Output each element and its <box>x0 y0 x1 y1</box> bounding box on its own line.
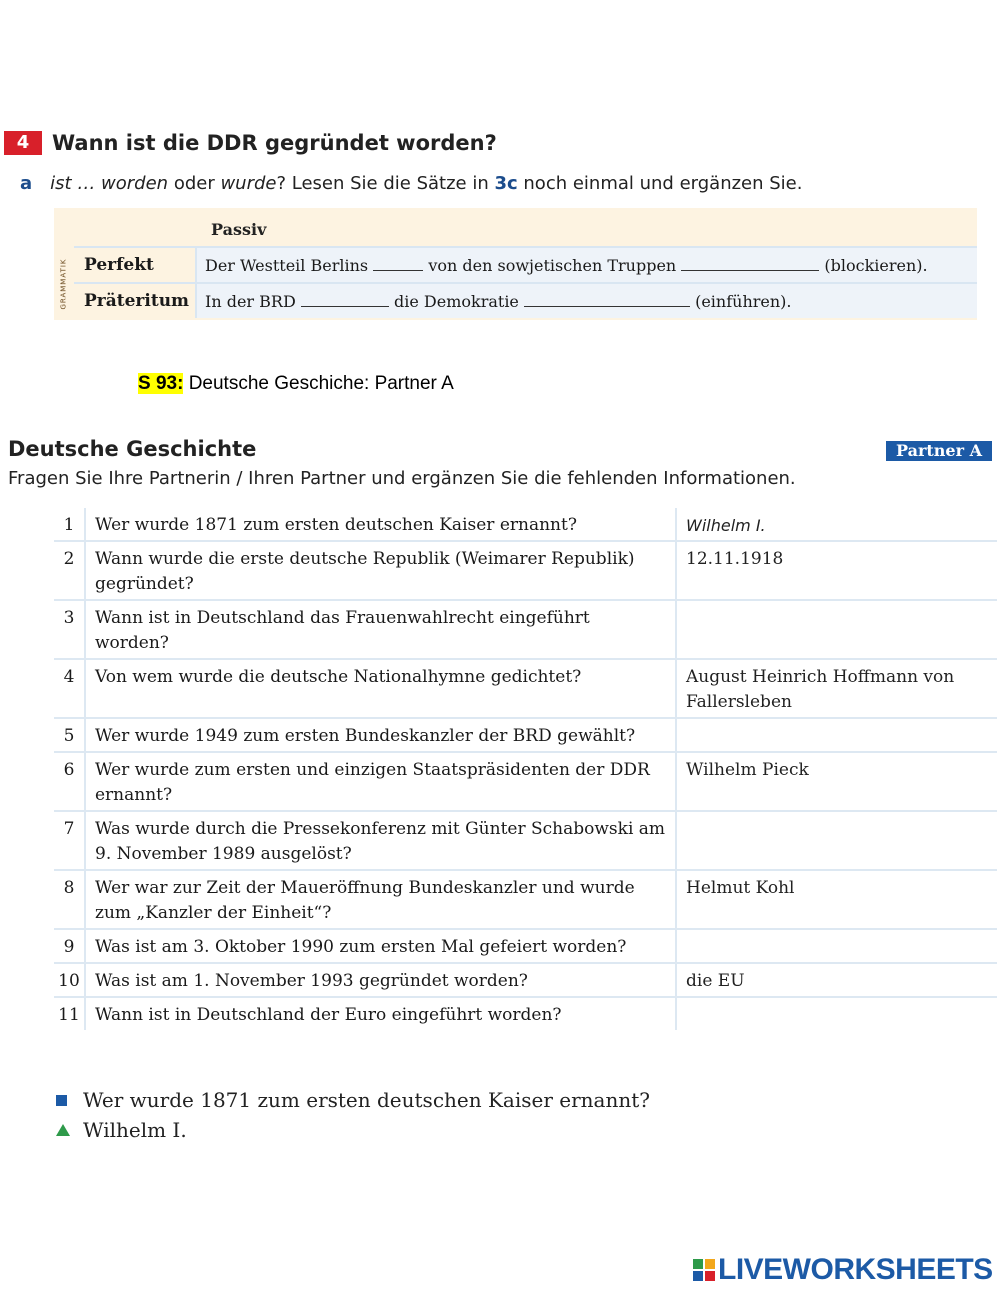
logo-mark-icon <box>693 1259 715 1281</box>
instruction-italic-2: wurde <box>220 173 277 194</box>
square-bullet-icon <box>56 1095 67 1106</box>
section-instruction: Fragen Sie Ihre Partnerin / Ihren Partner und ergänzen Sie die fehlenden Informationen. <box>8 468 796 489</box>
exercise-number-badge: 4 <box>4 131 42 155</box>
answer-input-cell[interactable] <box>676 600 997 659</box>
answer-input-cell[interactable] <box>676 811 997 870</box>
answer-cell: Helmut Kohl <box>676 870 997 929</box>
table-row <box>54 870 997 929</box>
row-number: 1 <box>54 508 85 541</box>
row-number: 3 <box>54 600 85 659</box>
logo-text: LIVEWORKSHEETS <box>718 1253 993 1286</box>
grammar-row-sentence <box>205 292 792 311</box>
question-cell: Wer wurde 1949 zum ersten Bundeskanzler der BRD gewählt? <box>85 718 676 752</box>
exercise-instruction <box>20 173 802 194</box>
question-cell: Wann wurde die erste deutsche Republik (Weimarer Republik) gegründet? <box>85 541 676 600</box>
row-number: 7 <box>54 811 85 870</box>
exercise-part-letter: a <box>20 173 33 194</box>
grammar-row-praeteritum <box>74 282 977 318</box>
exercise-header <box>4 128 497 158</box>
table-row <box>54 659 997 718</box>
sentence-part: die Demokratie <box>393 292 519 311</box>
table-row <box>54 929 997 963</box>
table-row <box>54 508 997 541</box>
question-cell: Was wurde durch die Pressekonferenz mit Günter Schabowski am 9. November 1989 ausgelöst? <box>85 811 676 870</box>
question-table <box>54 508 997 1030</box>
sentence-part: von den sowjetischen Truppen <box>428 256 677 275</box>
table-row <box>54 963 997 997</box>
instruction-text-3: noch einmal und ergänzen Sie. <box>517 173 803 194</box>
instruction-reference: 3c <box>494 173 518 194</box>
row-number: 6 <box>54 752 85 811</box>
table-row <box>54 600 997 659</box>
page-reference <box>138 373 454 395</box>
answer-input-cell[interactable] <box>676 718 997 752</box>
grammar-header: Passiv <box>211 220 267 239</box>
row-number: 2 <box>54 541 85 600</box>
grammar-row-perfekt <box>74 246 977 282</box>
triangle-bullet-icon <box>56 1124 70 1136</box>
answer-cell: Wilhelm Pieck <box>676 752 997 811</box>
page-reference-highlight: S 93: <box>138 373 184 394</box>
table-row <box>54 811 997 870</box>
row-number: 10 <box>54 963 85 997</box>
sentence-part: (einführen). <box>695 292 792 311</box>
instruction-italic-1: ist … worden <box>50 173 169 194</box>
grammar-row-label: Perfekt <box>84 255 154 275</box>
sentence-part: In der BRD <box>205 292 296 311</box>
partner-badge: Partner A <box>886 441 992 461</box>
answer-input-cell[interactable] <box>676 997 997 1030</box>
sentence-part: Der Westteil Berlins <box>205 256 369 275</box>
grammar-box <box>54 208 977 320</box>
instruction-text-1: oder <box>168 173 221 194</box>
question-cell: Von wem wurde die deutsche Nationalhymne gedichtet? <box>85 659 676 718</box>
blank-field[interactable] <box>681 256 819 271</box>
answer-cell: Wilhelm I. <box>676 508 997 541</box>
page-reference-text: Deutsche Geschiche: Partner A <box>183 373 454 394</box>
example-answer-text: Wilhelm I. <box>83 1118 187 1142</box>
row-number: 5 <box>54 718 85 752</box>
blank-field[interactable] <box>301 292 389 307</box>
row-number: 11 <box>54 997 85 1030</box>
answer-cell: 12.11.1918 <box>676 541 997 600</box>
grammar-side-label <box>54 248 74 320</box>
answer-input-cell[interactable] <box>676 929 997 963</box>
sentence-part: (blockieren). <box>824 256 928 275</box>
row-number: 9 <box>54 929 85 963</box>
question-cell: Was ist am 3. Oktober 1990 zum ersten Mal gefeiert worden? <box>85 929 676 963</box>
row-number: 8 <box>54 870 85 929</box>
row-number: 4 <box>54 659 85 718</box>
section-title: Deutsche Geschichte <box>8 437 257 461</box>
question-cell: Wann ist in Deutschland das Frauenwahlrecht eingeführt worden? <box>85 600 676 659</box>
question-cell: Wer wurde 1871 zum ersten deutschen Kaiser ernannt? <box>85 508 676 541</box>
question-cell: Was ist am 1. November 1993 gegründet worden? <box>85 963 676 997</box>
table-row <box>54 997 997 1030</box>
example-answer <box>56 1118 187 1142</box>
blank-field[interactable] <box>524 292 690 307</box>
grammar-row-label: Präteritum <box>84 291 190 311</box>
example-question <box>56 1088 650 1112</box>
answer-cell: August Heinrich Hoffmann von Fallersleben <box>676 659 997 718</box>
instruction-text-2: ? Lesen Sie die Sätze in <box>276 173 495 194</box>
grammar-row-sentence <box>205 256 928 275</box>
table-row <box>54 752 997 811</box>
question-cell: Wer war zur Zeit der Maueröffnung Bundeskanzler und wurde zum „Kanzler der Einheit“? <box>85 870 676 929</box>
question-cell: Wann ist in Deutschland der Euro eingeführt worden? <box>85 997 676 1030</box>
table-row <box>54 718 997 752</box>
grammar-side-text: GRAMMATIK <box>60 258 68 310</box>
question-cell: Wer wurde zum ersten und einzigen Staatspräsidenten der DDR ernannt? <box>85 752 676 811</box>
table-row <box>54 541 997 600</box>
liveworksheets-logo <box>693 1253 993 1287</box>
blank-field[interactable] <box>373 256 423 271</box>
answer-cell: die EU <box>676 963 997 997</box>
exercise-title: Wann ist die DDR gegründet worden? <box>52 131 497 155</box>
example-question-text: Wer wurde 1871 zum ersten deutschen Kaiser ernannt? <box>83 1088 650 1112</box>
